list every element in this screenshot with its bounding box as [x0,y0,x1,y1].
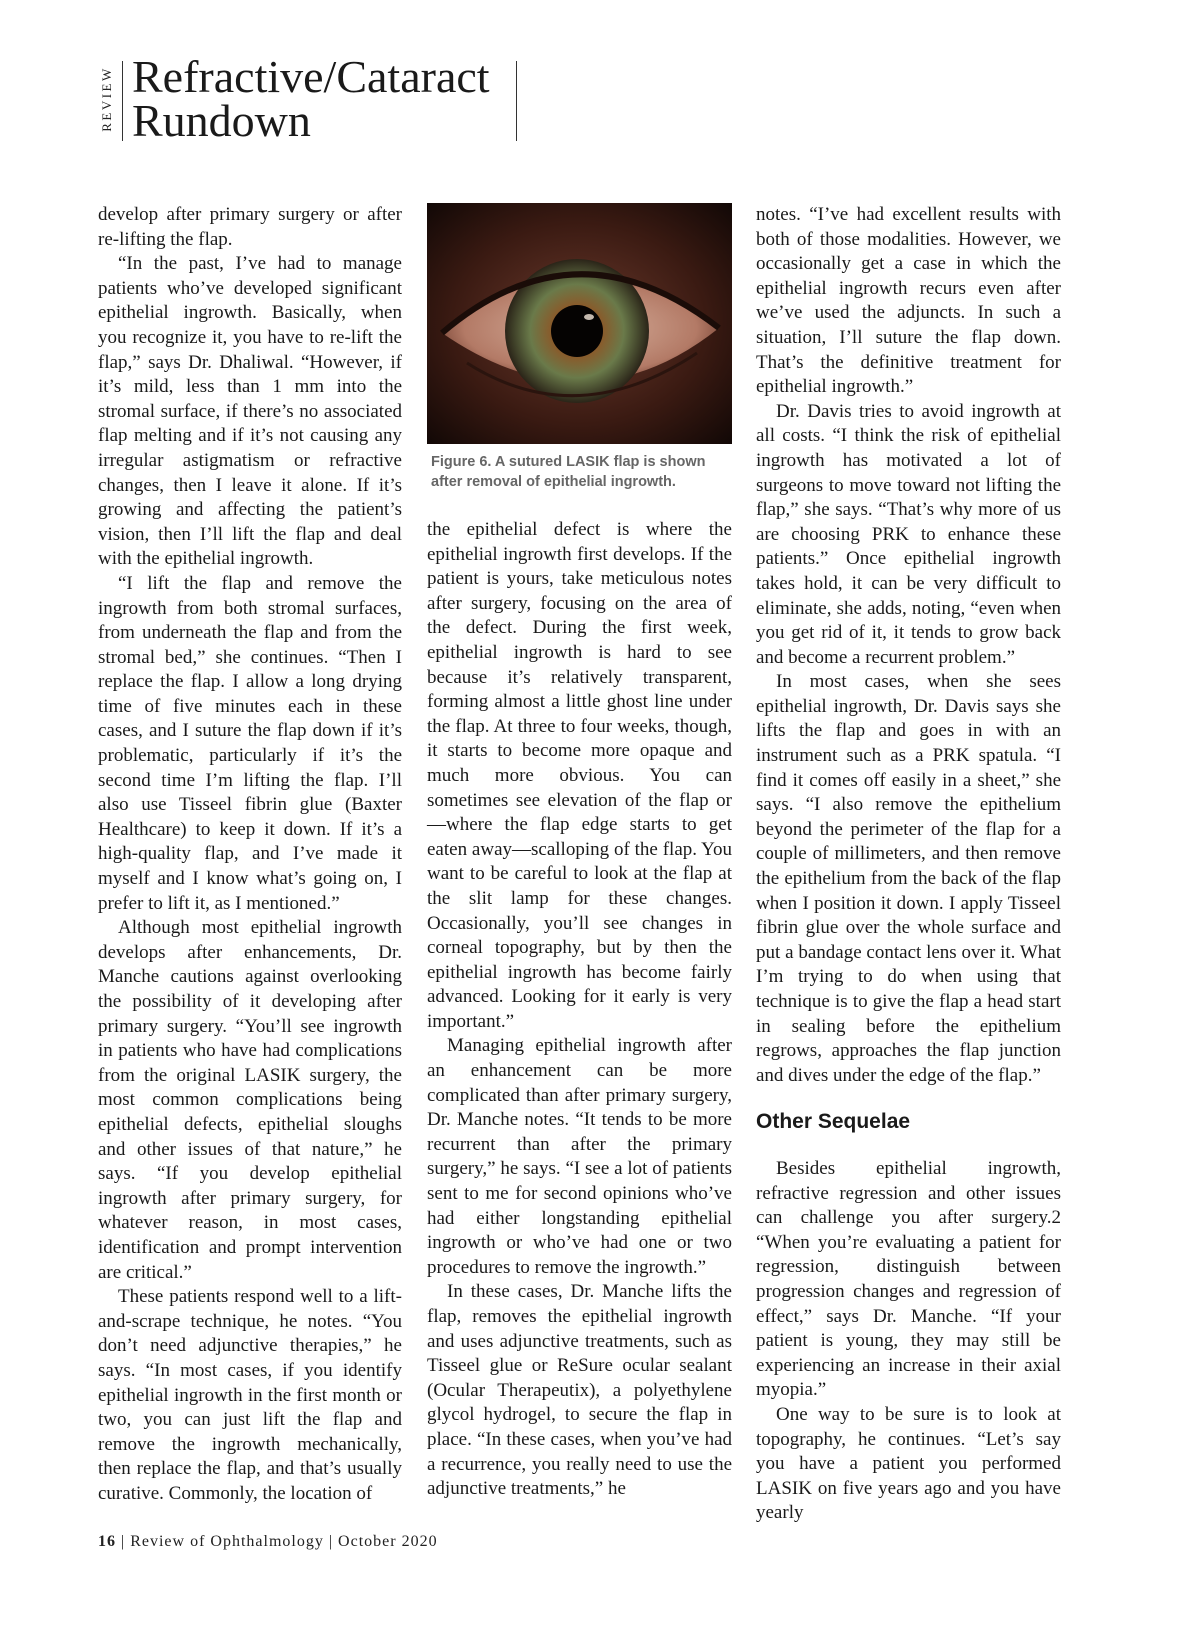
paragraph: Dr. Davis tries to avoid ingrowth at all costs. “I think the risk of epithelial ingrowth has motivated a lot of surgeons to move toward not lifting the flap,” she says. “That’s why more of us are choosing PRK to enhance these patients.” Once epithelial ingrowth takes hold, it can be very difficult to eliminate, she adds, noting, “even when you get rid of it, it tends to grow back and become a recurrent problem.” [756,400,1061,668]
section-tag [96,55,118,143]
paragraph: In most cases, when she sees epithelial ingrowth, Dr. Davis says she lifts the flap and goes in with an instrument such as a PRK spatula. “I find it comes off easily in a sheet,” she says. “I also remove the epithelium beyond the perimeter of the flap for a couple of millimeters, and then remove the epithelium from the back of the flap when I position it down. I apply Tisseel fibrin glue over the whole surface and put a bandage contact lens over it. What I’m trying to do when using that technique is to give the flap a head start in sealing before the epithelium regrows, approaches the flap junction and dives under the edge of the flap.” [756,671,1061,1086]
paragraph: Managing epithelial ingrowth after an enhancement can be more complicated than after primary surgery, Dr. Manche notes. “It tends to be more recurrent than after the primary surgery,” he says. “I see a lot of patients sent to me for second opinions who’ve had either longstanding epithelial ingrowth or who’ve had one or two procedures to remove the ingrowth.” [427,1035,732,1278]
footer-separator: | [121,1533,131,1550]
eye-photo-illustration [427,203,732,444]
figure-caption: Figure 6. A sutured LASIK flap is shown after removal of epithelial ingrowth. [431,454,706,490]
paragraph: Although most epithelial ingrowth develops after enhancements, Dr. Manche cautions against overlooking the possibility of it developing after primary surgery. “You’ll see ingrowth in patients who have had complications from the original LASIK surgery, the most common complications being epithelial defects, epithelial sloughs and other issues of that nature,” he says. “If you develop epithelial ingrowth after primary surgery, for whatever reason, in most cases, identification and prompt intervention are critical.” [98,917,402,1283]
paragraph: In these cases, Dr. Manche lifts the flap, removes the epithelial ingrowth and uses adjunctive treatments, such as Tisseel glue or ReSure ocular sealant (Ocular Therapeutix), a polyethylene glycol hydrogel, to secure the flap in place. “In these cases, when you’ve had a recurrence, you really need to use the adjunctive treatments,” he [427,1281,732,1500]
paragraph: “In the past, I’ve had to manage patients who’ve developed significant epithelial ingrowth. Basically, when you recognize it, you have to re-lift the flap,” says Dr. Dhaliwal. “However, if it’s mild, less than 1 mm into the stromal surface, if there’s no associated flap melting and if it’s not causing any irregular astigmatism or refractive changes, then I leave it alone. If it’s growing and affecting the patient’s vision, then I’ll lift the flap and deal with the epithelial ingrowth. [98,253,402,570]
footer-separator: | [328,1533,339,1550]
header-divider-left [122,61,123,141]
title-line-1: Refractive/Cataract [132,51,490,102]
paragraph: One way to be sure is to look at topography, he continues. “Let’s say you have a patient you performed LASIK on five years ago and you have yearly [756,1403,1061,1524]
issue-date: October 2020 [338,1533,438,1550]
publication-name: Review of Ophthalmology [130,1533,324,1550]
page-number: 16 [98,1533,116,1550]
paragraph: the epithelial defect is where the epithelial ingrowth first develops. If the patient is yours, take meticulous notes after surgery, focusing on the area of the defect. During the first week, epithelial ingrowth is hard to see because it’s relatively transparent, forming almost a little ghost line under the flap. At three to four weeks, though, it starts to become more opaque and much more obvious. You can sometimes see elevation of the flap or—where the flap edge starts to get eaten away—scalloping of the flap. You want to be careful to look at the flap at the slit lamp for these changes. Occasionally, you’ll see changes in corneal topography, but by then the epithelial ingrowth has become fairly advanced. Looking for it early is very important.” [427,519,732,1032]
paragraph: notes. “I’ve had excellent results with both of those modalities. However, we occasionally get a case in which the epithelial ingrowth recurs even after we’ve used the adjuncts. In such a situation, I’ll suture the flap down. That’s the definitive treatment for epithelial ingrowth.” [756,204,1061,398]
article-column-3 [756,203,1061,1526]
figure-eye-photo [427,203,732,444]
title-line-2: Rundown [132,95,311,146]
paragraph: develop after primary surgery or after re-lifting the flap. [98,204,402,250]
header-divider-right [516,61,517,141]
section-subheading: Other Sequelae [756,1110,911,1134]
section-tag-text: REVIEW [99,66,114,132]
article-column-1 [98,203,402,1506]
page-footer [98,1533,438,1551]
page-title [132,51,490,146]
column-2-body [427,518,732,1502]
paragraph: Besides epithelial ingrowth, refractive regression and other issues can challenge you after surgery.2 “When you’re evaluating a patient for regression, distinguish between progression changes and regression of effect,” says Dr. Manche. “If your patient is young, they may still be experiencing an increase in their axial myopia.” [756,1157,1061,1401]
paragraph: These patients respond well to a lift-and-scrape technique, he notes. “You don’t need adjunctive therapies,” he says. “In most cases, if you identify epithelial ingrowth in the first month or two, you can just lift the flap and remove the ingrowth mechanically, then replace the flap, and that’s usually curative. Commonly, the location of [98,1286,402,1504]
paragraph: “I lift the flap and remove the ingrowth from both stromal surfaces, from underneath the flap and from the stromal bed,” she continues. “Then I replace the flap. I allow a long drying time of five minutes each in these cases, and I suture the flap down if it’s problematic, particularly if it’s the second time I’m lifting the flap. I’ll also use Tisseel fibrin glue (Baxter Healthcare) to keep it down. If it’s a high-quality flap, and I’ve made it myself and I know what’s going on, I prefer to lift it, as I mentioned.” [98,572,402,914]
